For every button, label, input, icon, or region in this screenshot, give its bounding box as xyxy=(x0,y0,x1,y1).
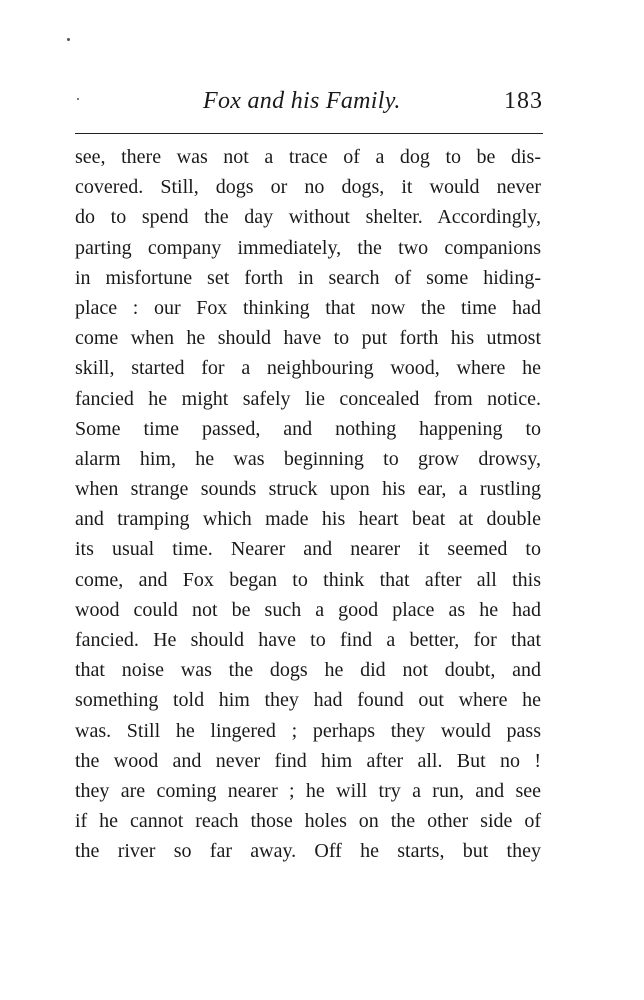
text-line: fancied. He should have to find a better, for that xyxy=(75,629,541,651)
text-line: the wood and never find him after all. But no ! xyxy=(75,749,541,772)
text-line: something told him they had found out where he xyxy=(75,689,541,712)
running-title: Fox and his Family. xyxy=(203,88,401,114)
text-line: covered. Still, dogs or no dogs, it would never xyxy=(75,176,541,199)
text-line: when strange sounds struck upon his ear, a rustling xyxy=(75,478,541,501)
text-line: parting company immediately, the two companions xyxy=(75,236,541,259)
text-line: they are coming nearer ; he will try a run, and see xyxy=(75,779,541,802)
print-speck xyxy=(67,38,70,41)
text-line: do to spend the day without shelter. Accordingly, xyxy=(75,206,541,229)
text-line: place : our Fox thinking that now the time had xyxy=(75,296,541,319)
text-line: come when he should have to put forth his utmost xyxy=(75,327,541,350)
text-line: if he cannot reach those holes on the other side of xyxy=(75,810,541,833)
text-line: skill, started for a neighbouring wood, where he xyxy=(75,357,541,380)
text-line: its usual time. Nearer and nearer it seemed to xyxy=(75,538,541,561)
text-line: see, there was not a trace of a dog to be dis- xyxy=(75,146,541,168)
text-line: wood could not be such a good place as he had xyxy=(75,598,541,621)
running-header xyxy=(75,86,543,126)
text-line: Some time passed, and nothing happening to xyxy=(75,417,541,440)
text-line: was. Still he lingered ; perhaps they would pass xyxy=(75,719,541,742)
text-line: the river so far away. Off he starts, but they xyxy=(75,840,541,863)
header-rule xyxy=(75,133,543,134)
text-line: alarm him, he was beginning to grow drowsy, xyxy=(75,447,541,470)
text-line: come, and Fox began to think that after all this xyxy=(75,568,541,591)
page-number: 183 xyxy=(504,88,543,114)
text-line: and tramping which made his heart beat at double xyxy=(75,508,541,531)
text-line: that noise was the dogs he did not doubt, and xyxy=(75,659,541,682)
text-line: fancied he might safely lie concealed from notice. xyxy=(75,387,541,410)
text-line: in misfortune set forth in search of some hiding- xyxy=(75,266,541,289)
body-text xyxy=(75,142,541,867)
